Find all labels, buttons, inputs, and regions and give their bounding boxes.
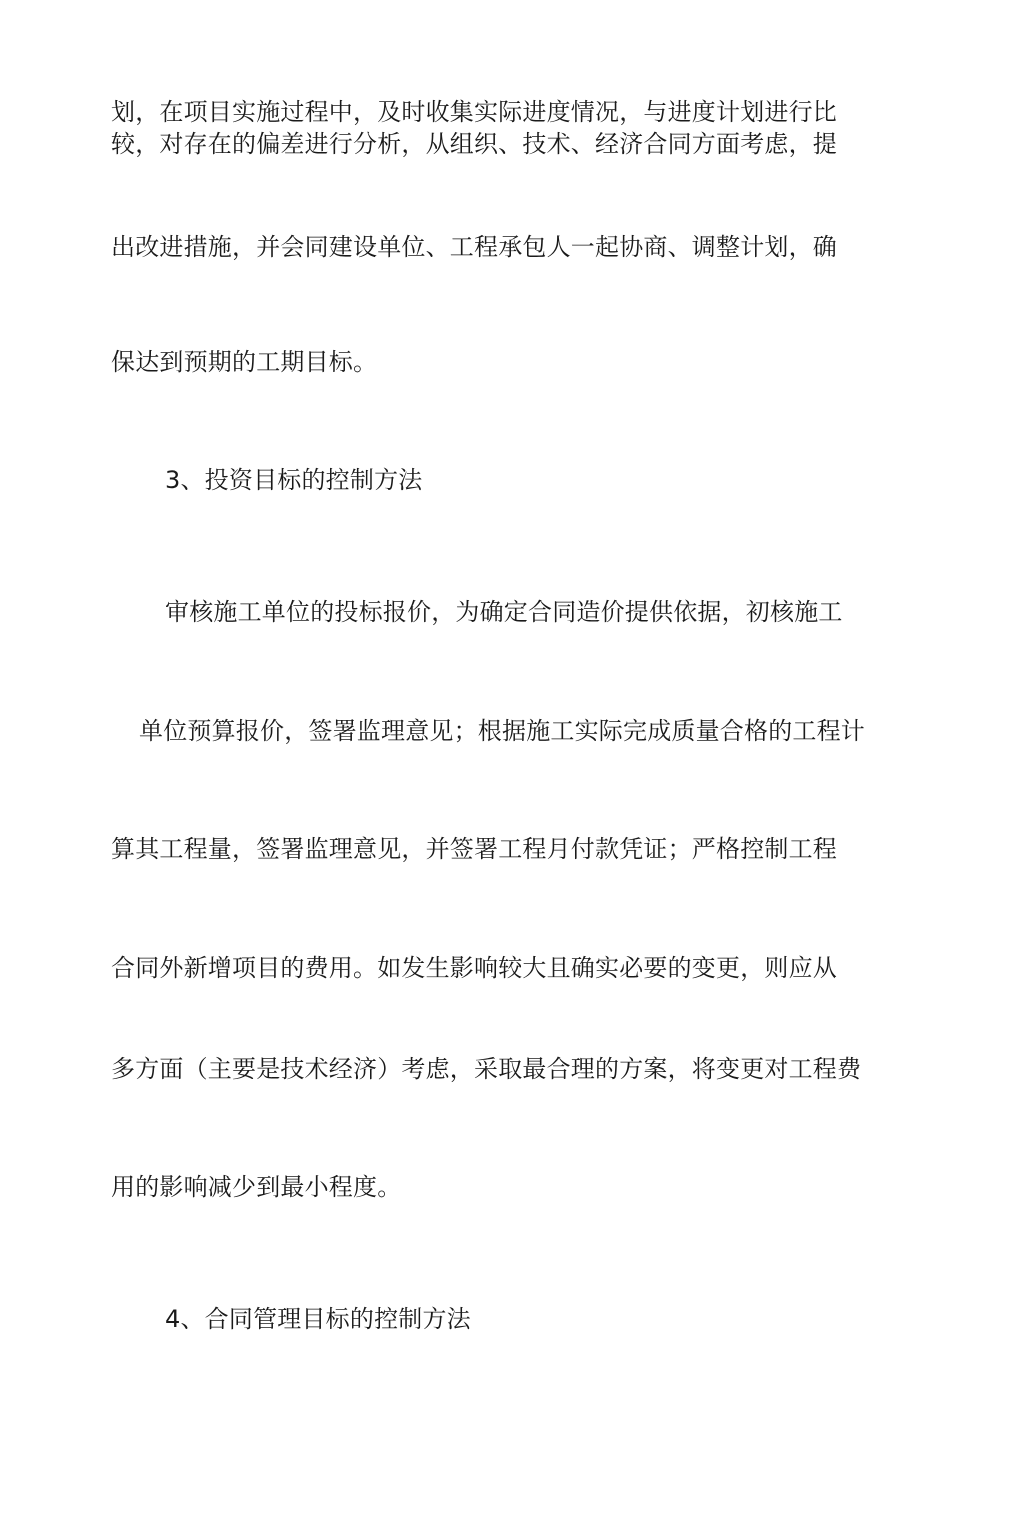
paragraph-line: 出改进措施，并会同建设单位、工程承包人一起协商、调整计划，确 xyxy=(111,233,837,261)
paragraph-line: 算其工程量，签署监理意见，并签署工程月付款凭证；严格控制工程 xyxy=(111,835,837,863)
paragraph-line: 保达到预期的工期目标。 xyxy=(111,348,378,376)
paragraph-line: 多方面（主要是技术经济）考虑，采取最合理的方案，将变更对工程费 xyxy=(111,1055,862,1083)
paragraph-line: 划，在项目实施过程中，及时收集实际进度情况，与进度计划进行比 xyxy=(111,98,837,126)
paragraph-line: 用的影响减少到最小程度。 xyxy=(111,1173,402,1201)
paragraph-line: 较，对存在的偏差进行分析，从组织、技术、经济合同方面考虑，提 xyxy=(111,130,837,158)
section-heading-contract: 4、合同管理目标的控制方法 xyxy=(165,1305,471,1333)
section-heading-investment: 3、投资目标的控制方法 xyxy=(165,466,423,494)
paragraph-line: 审核施工单位的投标报价，为确定合同造价提供依据，初核施工 xyxy=(165,598,843,626)
paragraph-line: 合同外新增项目的费用。如发生影响较大且确实必要的变更，则应从 xyxy=(111,954,837,982)
paragraph-line: 单位预算报价，签署监理意见；根据施工实际完成质量合格的工程计 xyxy=(139,717,865,745)
